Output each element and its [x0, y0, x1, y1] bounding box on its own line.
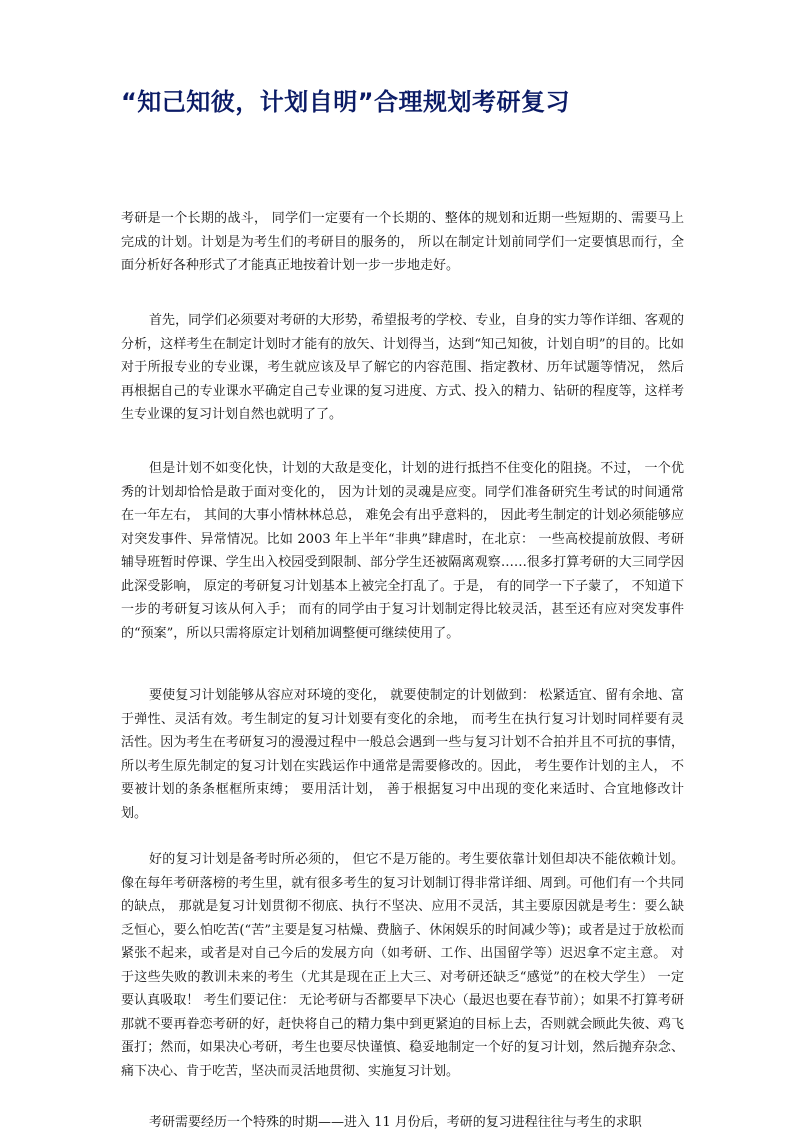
paragraph-intro: 考研是一个长期的战斗， 同学们一定要有一个长期的、整体的规划和近期一些短期的、需要马上完成的计划。计划是为考生们的考研目的服务的， 所以在制定计划前同学们一定要慎思而行，全面分析好各种形式了才能真正地按着计划一步一步地走好。 — [121, 211, 684, 273]
paragraph-flexibility: 要使复习计划能够从容应对环境的变化， 就要使制定的计划做到： 松紧适宜、留有余地、富于弹性、灵活有效。考生制定的复习计划要有变化的余地， 而考生在执行复习计划时同样要有灵活性。因为考生在考研复习的漫漫过程中一般总会遇到一些与复习计划不合拍并且不可抗的事情， 所以考生原先制定的复习计划在实践运作中通常是需要修改的。因此， 考生要作计划的主人， 不要被计划的条条框框所束缚； 要用活计划， 善于根据复习中出现的变化来适时、合宜地修改计划。 — [121, 688, 684, 821]
paragraph-change: 但是计划不如变化快，计划的大敌是变化，计划的进行抵挡不住变化的阻挠。不过， 一个优秀的计划却恰恰是敢于面对变化的， 因为计划的灵魂是应变。同学们准备研究生考试的时间通常在一年左右， 其间的大事小情林林总总， 难免会有出乎意料的， 因此考生制定的计划必须能够应对突发事件、异常情况。比如 2003 年上半年“非典”肆虐时，在北京： 一些高校提前放假、考研辅导班暂时停课、学生出入校园受到限制、部分学生还被隔离观察……很多打算考研的大三同学因此深受影响， 原定的考研复习计划基本上被完全打乱了。于是， 有的同学一下子蒙了， 不知道下一步的考研复习该从何入手； 而有的同学由于复习计划制定得比较灵活，甚至还有应对突发事件的“预案”，所以只需将原定计划稍加调整便可继续使用了。 — [121, 461, 684, 641]
paragraph-execution: 好的复习计划是备考时所必须的， 但它不是万能的。考生要依靠计划但却决不能依赖计划。像在每年考研落榜的考生里，就有很多考生的复习计划制订得非常详细、周到。可他们有一个共同的缺点， 那就是复习计划贯彻不彻底、执行不坚决、应用不灵活，其主要原因就是考生：要么缺乏恒心，要么怕吃苦(“苦”主要是复习枯燥、费脑子、休闲娱乐的时间减少等)；或者是过于放松而紧张不起来，或者是对自己今后的发展方向（如考研、工作、出国留学等）迟迟拿不定主意。 对于这些失败的教训未来的考生（尤其是现在正上大三、对考研还缺乏“感觉”的在校大学生） 一定要认真吸取！ 考生们要记住： 无论考研与否都要早下决心（最迟也要在春节前）；如果不打算考研那就不要再眷恋考研的好，赶快将自己的精力集中到更紧迫的目标上去，否则就会顾此失彼、鸡飞蛋打；然而，如果决心考研，考生也要尽快谨慎、稳妥地制定一个好的复习计划，然后抛弃杂念、痛下决心、肯于吃苦，坚决而灵活地贯彻、实施复习计划。 — [121, 852, 684, 1079]
paragraph-analysis: 首先，同学们必须要对考研的大形势，希望报考的学校、专业，自身的实力等作详细、客观的分析，这样考生在制定计划时才能有的放矢、计划得当，达到“知己知彼，计划自明”的目的。比如对于所报专业的专业课，考生就应该及早了解它的内容范围、指定教材、历年试题等情况， 然后再根据自己的专业课水平确定自己专业课的复习进度、方式、投入的精力、钻研的程度等，这样考生专业课的复习计划自然也就明了了。 — [121, 313, 684, 422]
document-title: “知己知彼，计划自明”合理规划考研复习 — [121, 88, 571, 116]
paragraph-special-period: 考研需要经历一个特殊的时期——进入 11 月份后，考研的复习进程往往与考生的求职 — [149, 1115, 642, 1130]
